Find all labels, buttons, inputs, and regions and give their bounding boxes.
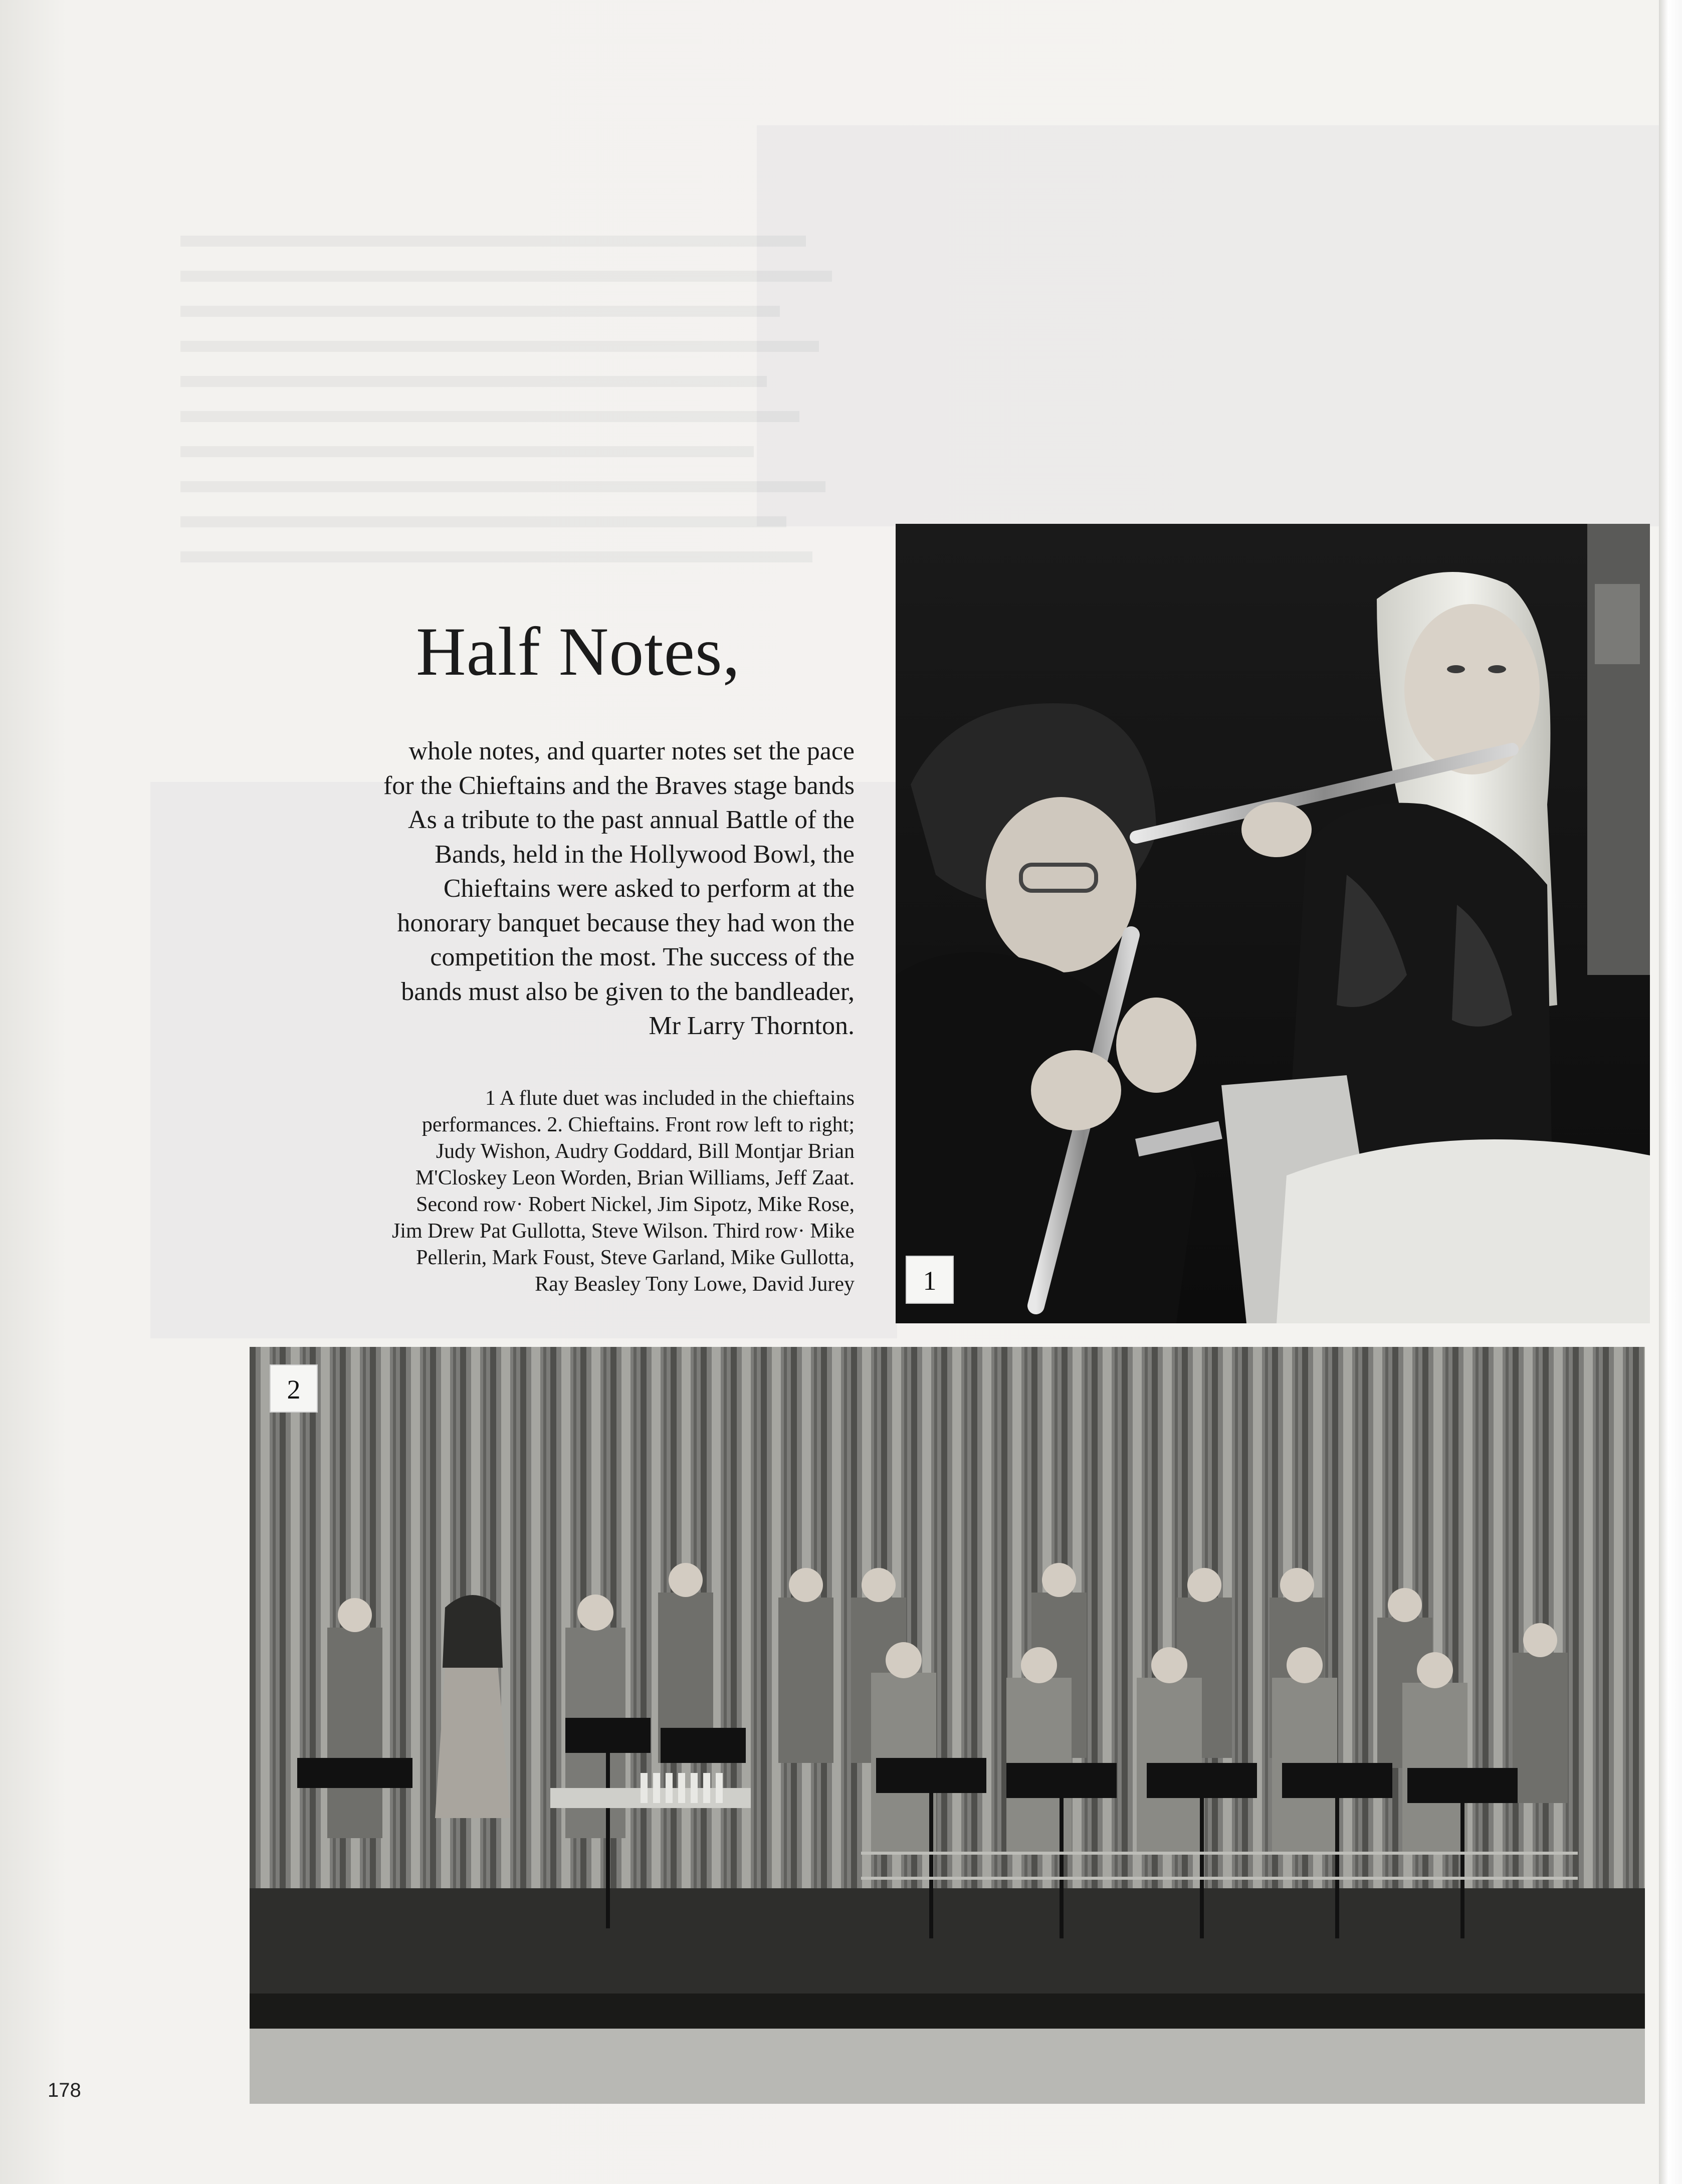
body-line: for the Chieftains and the Braves stage bands — [383, 771, 855, 800]
caption-line: Pellerin, Mark Foust, Steve Garland, Mike Gullotta, — [416, 1246, 855, 1269]
caption-line: Ray Beasley Tony Lowe, David Jurey — [535, 1273, 855, 1296]
body-line: Chieftains were asked to perform at the — [443, 874, 855, 903]
page-number: 178 — [48, 2079, 81, 2101]
body-line: whole notes, and quarter notes set the pace — [408, 737, 855, 765]
body-line: As a tribute to the past annual Battle of the — [408, 806, 855, 834]
caption-line: Second row· Robert Nickel, Jim Sipotz, Mike Rose, — [416, 1193, 855, 1216]
flute-duet-photo — [896, 524, 1650, 1323]
chieftains-band-photo — [250, 1347, 1645, 2104]
bleed-through-lines — [180, 236, 832, 586]
body-line: bands must also be given to the bandleader, — [401, 977, 855, 1006]
page-edge — [1659, 0, 1682, 2184]
photo-number-badge: 2 — [270, 1364, 318, 1413]
headline: Half Notes, — [416, 613, 741, 690]
caption-line: performances. 2. Chieftains. Front row left to right; — [422, 1113, 855, 1136]
body-line: Bands, held in the Hollywood Bowl, the — [435, 840, 855, 869]
flute-duet-illustration — [896, 524, 1650, 1323]
photo-caption — [261, 1085, 855, 1298]
caption-line: Jim Drew Pat Gullotta, Steve Wilson. Third row· Mike — [392, 1220, 855, 1243]
body-text — [221, 734, 855, 1044]
stage-band-illustration — [250, 1347, 1645, 2104]
photo-number-badge: 1 — [906, 1256, 954, 1304]
bleed-through-panel — [757, 125, 1659, 526]
caption-line: M'Closkey Leon Worden, Brian Williams, Jeff Zaat. — [415, 1166, 855, 1189]
caption-line: 1 A flute duet was included in the chieftains — [485, 1087, 855, 1110]
body-line: competition the most. The success of the — [430, 943, 855, 971]
caption-line: Judy Wishon, Audry Goddard, Bill Montjar Brian — [436, 1140, 855, 1163]
body-line: Mr Larry Thornton. — [649, 1012, 855, 1040]
body-line: honorary banquet because they had won the — [397, 908, 855, 937]
